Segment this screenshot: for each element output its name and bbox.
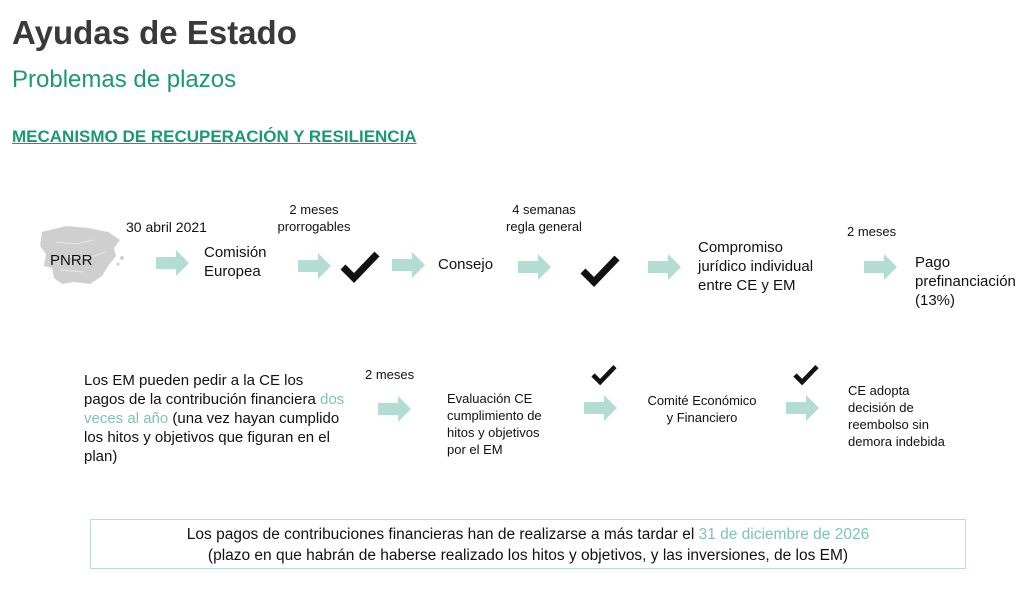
arrow-icon <box>156 249 190 277</box>
step-compromiso-juridico: Compromiso jurídico individual entre CE y EM <box>698 239 814 294</box>
arrow-icon <box>378 395 412 423</box>
step-ce-adopta-decision: CE adopta decisión de reembolso sin demora indebida <box>848 383 945 449</box>
arrow-icon <box>786 394 820 422</box>
payment-request-intro: Los EM pueden pedir a la CE los pagos de la contribución financiera dos veces al año (una vez hayan cumplido los hitos y objetivos que figuran en el plan) <box>84 372 345 465</box>
note-line-2: (plazo en que habrán de haberse realizado los hitos y objetivos, y las inversiones, de los EM) <box>207 547 849 564</box>
page-title: Ayudas de Estado <box>12 14 297 51</box>
check-icon <box>580 254 620 288</box>
step-evaluacion-ce: Evaluación CE cumplimiento de hitos y objetivos por el EM <box>447 391 542 457</box>
pnrr-label: PNRR <box>50 252 93 269</box>
page-subtitle: Problemas de plazos <box>12 66 237 93</box>
step-pago-prefinanciacion: Pago prefinanciación (13%) <box>915 254 1016 309</box>
note-highlight-date: 31 de diciembre de 2026 <box>698 526 870 543</box>
deadline-2-meses-prorrogables: 2 meses prorrogables <box>277 202 351 234</box>
step-consejo: Consejo <box>438 256 494 273</box>
intro-highlight: dos veces al año <box>84 391 345 427</box>
deadline-4-semanas: 4 semanas regla general <box>506 202 582 234</box>
deadline-note-box <box>90 519 966 569</box>
note-line-1: Los pagos de contribuciones financieras han de realizarse a más tardar el 31 de diciembre de 2026 <box>186 526 870 543</box>
section-heading: MECANISMO DE RECUPERACIÓN Y RESILIENCIA <box>12 127 417 146</box>
step-comision-europea: Comisión Europea <box>204 244 267 280</box>
deadline-2-meses-evaluacion: 2 meses <box>365 367 415 382</box>
check-icon <box>590 364 618 386</box>
arrow-icon <box>518 253 552 281</box>
arrow-icon <box>392 251 426 279</box>
check-icon <box>340 250 380 284</box>
arrow-icon <box>648 253 682 281</box>
arrow-icon <box>298 252 332 280</box>
arrow-icon <box>864 253 898 281</box>
deadline-2-meses: 2 meses <box>847 224 897 239</box>
arrow-icon <box>584 394 618 422</box>
check-icon <box>792 364 820 386</box>
step-comite-economico: Comité Económico y Financiero <box>647 393 757 425</box>
date-label: 30 abril 2021 <box>126 219 207 235</box>
